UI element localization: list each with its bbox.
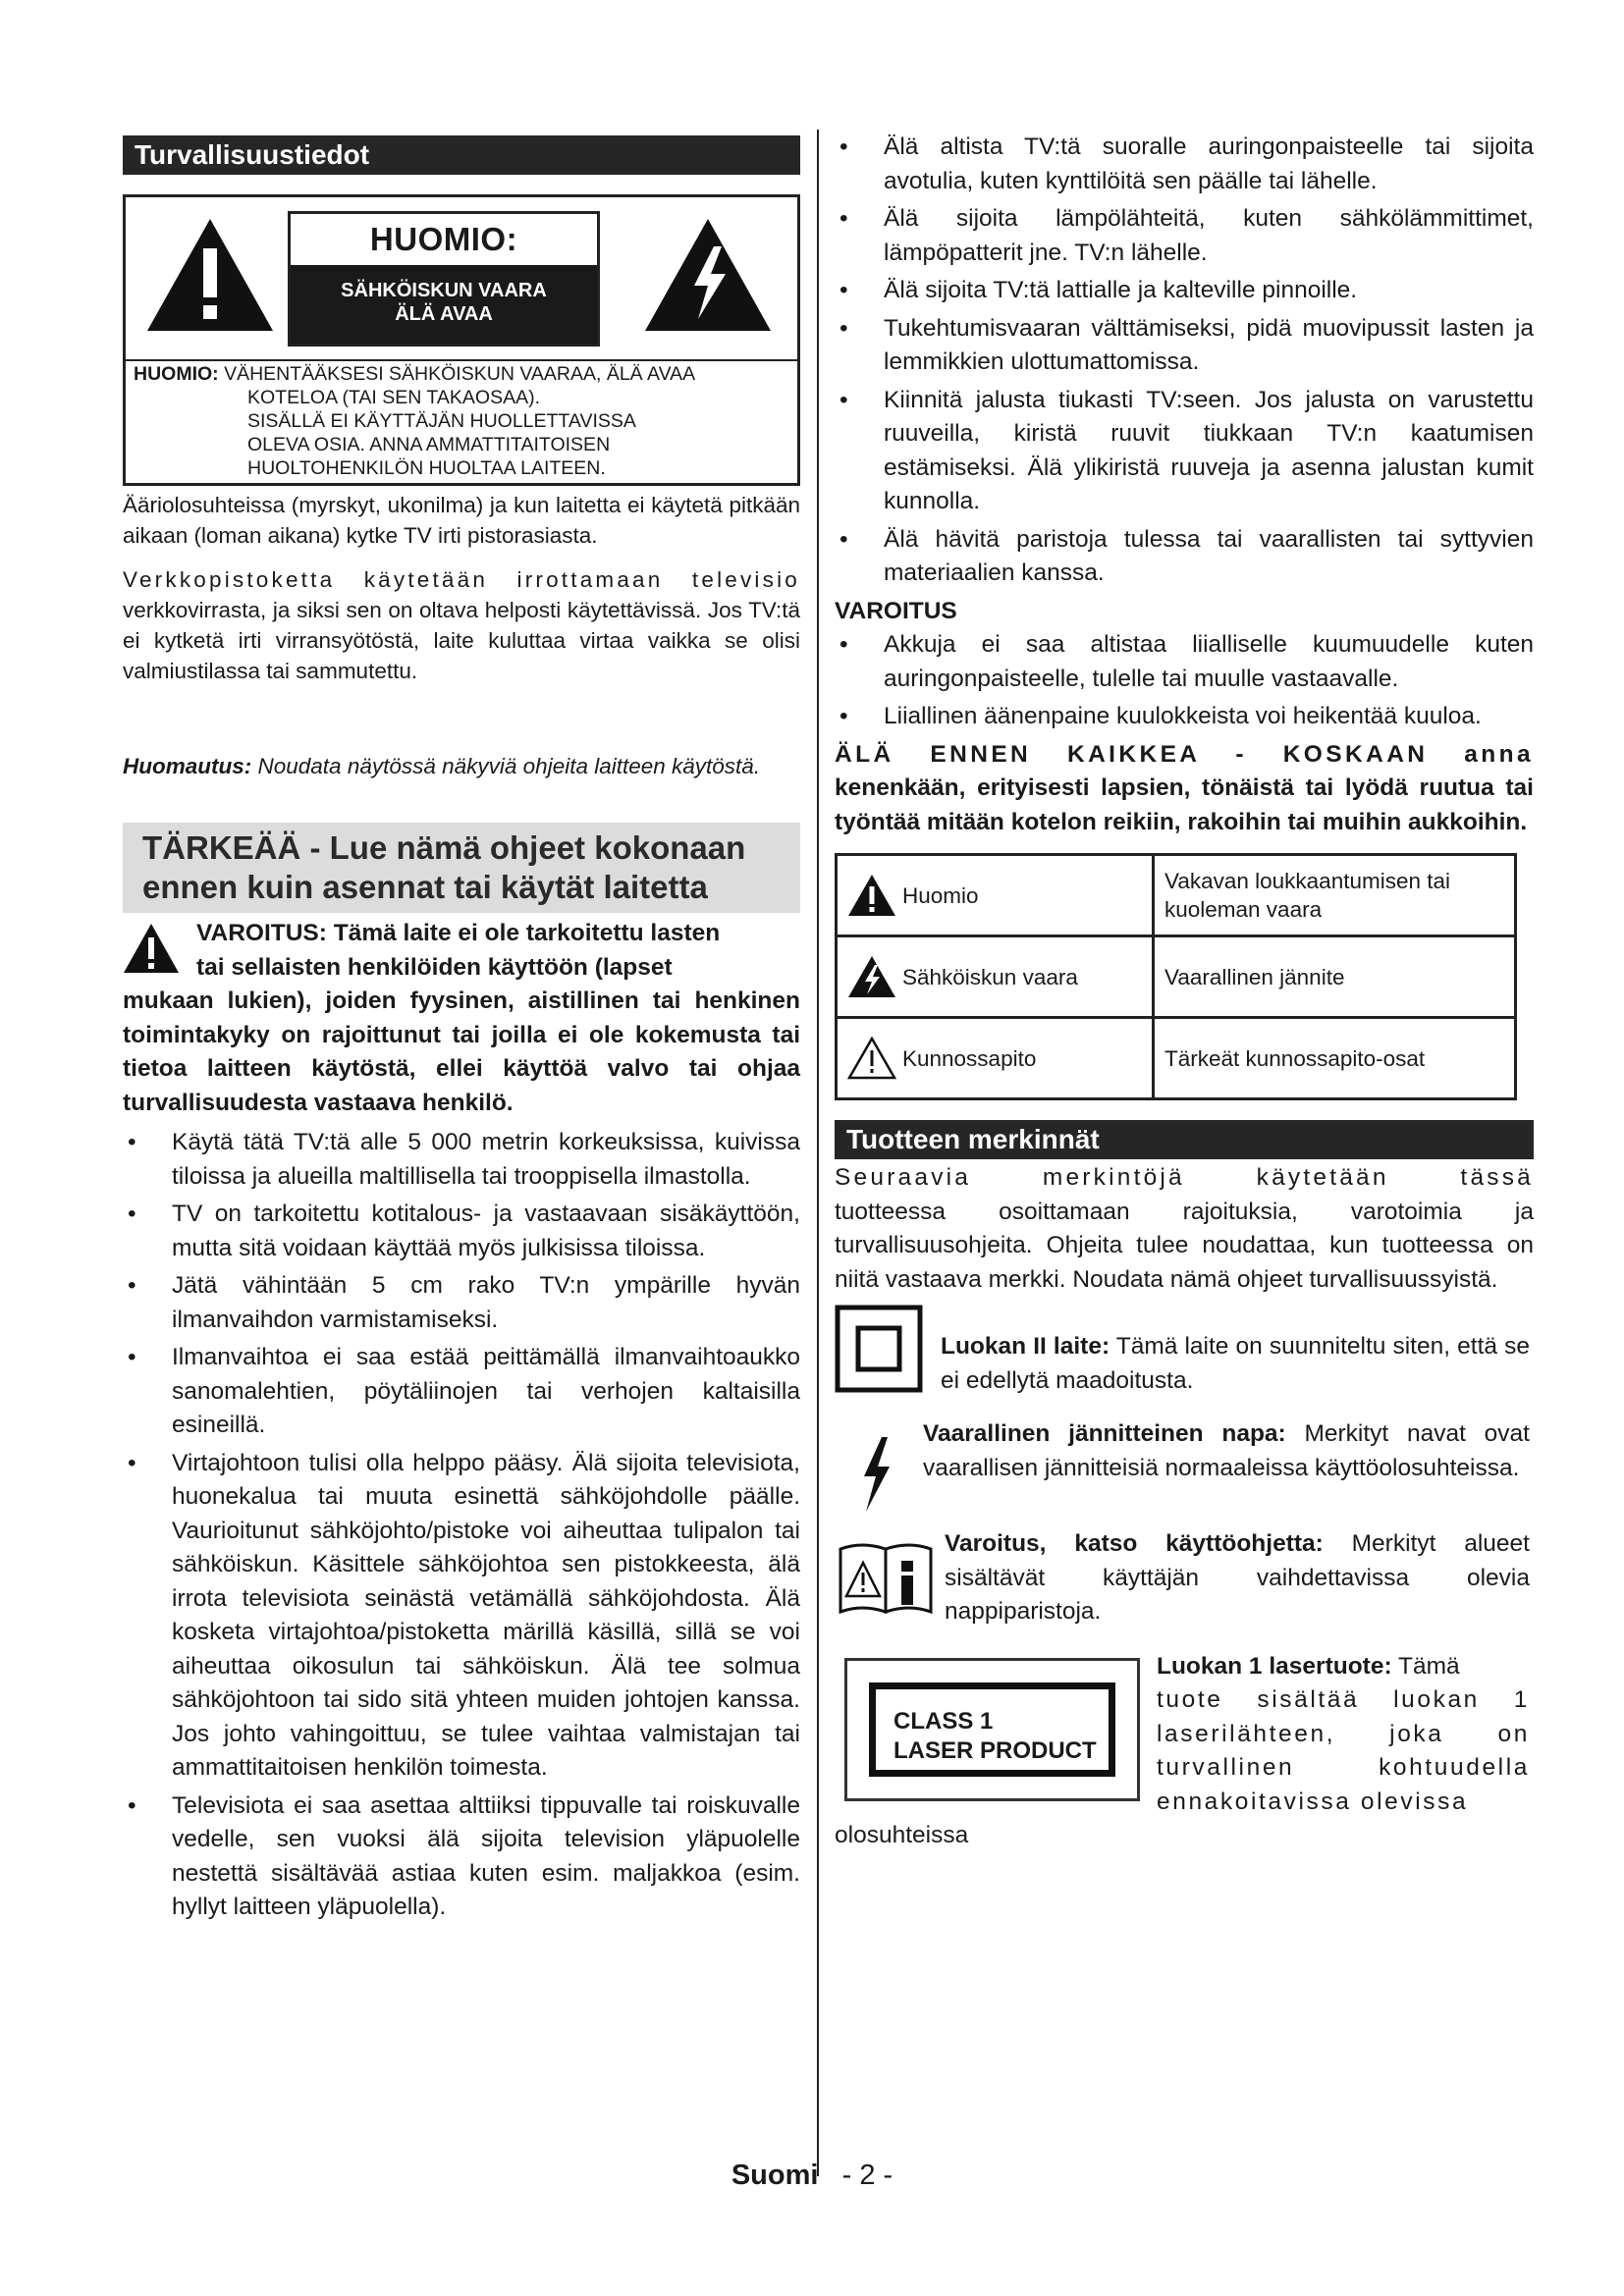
list-item: • Älä sijoita lämpölähteitä, kuten sähkölämmittimet, lämpöpatterit jne. TV:n lähelle. [835, 202, 1534, 270]
plug-paragraph-first-line: Verkkopistoketta käytetään irrottamaan televisio [123, 567, 800, 592]
never-paragraph-line1: ÄLÄ ENNEN KAIKKEA - KOSKAAN anna [835, 740, 1534, 768]
symbol-desc: Tärkeät kunnossapito-osat [1154, 1018, 1516, 1099]
huomio-subtitle [291, 265, 597, 344]
page-footer [0, 2160, 1624, 2192]
right-bullet-list-top [835, 131, 1534, 591]
list-item: • Älä hävitä paristoja tulessa tai vaarallisten tai syttyvien materiaalien kanssa. [835, 523, 1534, 591]
markings-intro-rest: tuotteessa osoittamaan rajoituksia, varotoimia ja turvallisuusohjeita. Ohjeita tulee noudattaa, kun tuotteessa on niitä vastaava merkki. Noudata nämä ohjeet turvallisuussyistä. [835, 1198, 1534, 1293]
table-row [837, 936, 1516, 1018]
electric-shock-icon [847, 955, 896, 998]
important-heading [123, 823, 800, 913]
symbol-label: Kunnossapito [902, 1045, 1037, 1071]
warning-line1: VAROITUS: Tämä laite ei ole tarkoitettu lasten [196, 920, 721, 946]
marking-laser [835, 1650, 1534, 1846]
right-bullet-list-warning [835, 628, 1534, 734]
laser-text-rest: tuote sisältää luokan 1 laserilähteen, joka on turvallinen kohtuudella ennakoitavissa olevissa [1157, 1686, 1530, 1815]
marking-class-ii [835, 1305, 1534, 1417]
list-item: • Kiinnitä jalusta tiukasti TV:seen. Jos jalusta on varustettu ruuveilla, kiristä ruuvit tiukkaan TV:n kaatumisen estämiseksi. Älä ylikiristä ruuveja ja asenna jalustan kumit kunnolla. [835, 384, 1534, 519]
note-label: Huomautus: [123, 754, 252, 778]
huomio-title: HUOMIO: [369, 221, 518, 257]
marking-text: Merkityt alueet sisältävät käyttäjän vaihdettavissa olevia nappiparistoja. [945, 1530, 1530, 1625]
laser-title: Luokan 1 lasertuote: [1157, 1653, 1392, 1680]
list-item: • Älä altista TV:tä suoralle auringonpaisteelle tai sijoita avotulia, kuten kynttilöitä sen päälle tai lähelle. [835, 131, 1534, 198]
warning-caption [134, 362, 791, 480]
symbol-cell [837, 936, 1154, 1018]
list-item: • Ilmanvaihtoa ei saa estää peittämällä ilmanvaihtoaukko sanomalehtien, pöytäliinojen tai verhojen kaltaisilla esineillä. [123, 1341, 800, 1443]
left-bullet-list [123, 1126, 800, 1925]
note-text: Noudata näytössä näkyviä ohjeita laitteen käytöstä. [251, 754, 761, 778]
class-ii-icon [835, 1305, 923, 1393]
warning-filled-icon [847, 874, 896, 917]
symbol-cell [837, 1018, 1154, 1099]
table-row [837, 855, 1516, 936]
laser-box-line1: CLASS 1 [893, 1708, 994, 1735]
manual-warning-icon [837, 1541, 935, 1616]
table-row [837, 1018, 1516, 1099]
never-paragraph-rest: kenenkään, erityisesti lapsien, tönäistä tai lyödä ruutua tai työntää mitään kotelon reikiin, rakoihin tai muihin aukkoihin. [835, 774, 1534, 835]
list-item: • Jätä vähintään 5 cm rako TV:n ympärille hyvän ilmanvaihdon varmistamiseksi. [123, 1269, 800, 1337]
note-paragraph [123, 751, 800, 781]
symbol-label: Sähköiskun vaara [902, 964, 1078, 989]
lightning-triangle-icon [643, 217, 773, 333]
lightning-icon [856, 1435, 895, 1514]
laser-text-line1: Tämä [1391, 1653, 1460, 1680]
symbol-label: Huomio [902, 882, 979, 908]
manual-text [945, 1527, 1530, 1629]
caption-line5: HUOLTOHENKILÖN HUOLTAA LAITEEN. [247, 457, 606, 479]
marking-title: Luokan II laite: [941, 1333, 1110, 1360]
symbol-cell [837, 855, 1154, 936]
warning-rest: mukaan lukien), joiden fyysinen, aistillinen tai henkinen toimintakyky on rajoittunut tai joilla ei ole kokemusta tai tietoa laitteen käytöstä, ellei käyttöä valvo tai ohjaa turvallisuudesta vastaava henkilö. [123, 988, 800, 1116]
list-item: • Akkuja ei saa altistaa liialliselle kuumuudelle kuten auringonpaisteelle, tulelle tai muulle vastaavalle. [835, 628, 1534, 696]
warning-paragraph [123, 917, 800, 1120]
laser-text [1157, 1650, 1530, 1684]
page-number: - 2 - [841, 2160, 893, 2191]
laser-text-tail: olosuhteissa [835, 1822, 969, 1848]
marking-text: Tämä laite on suunniteltu siten, että se ei edellytä maadoitusta. [941, 1333, 1530, 1394]
warning-outline-icon [847, 1037, 896, 1080]
class-ii-text [941, 1330, 1530, 1398]
marking-text: Merkityt navat ovat vaarallisen jännitteisiä normaaleissa käyttöolosuhteissa. [923, 1420, 1530, 1481]
important-heading-line2: ennen kuin asennat tai käytät laitetta [142, 869, 708, 905]
warning-triangle-icon [123, 923, 180, 974]
list-item: • Tukehtumisvaaran välttämiseksi, pidä muovipussit lasten ja lemmikkien ulottumattomissa. [835, 312, 1534, 380]
symbol-table [835, 853, 1517, 1100]
list-item: • TV on tarkoitettu kotitalous- ja vastaavaan sisäkäyttöön, mutta sitä voidaan käyttää myös julkisissa tiloissa. [123, 1198, 800, 1265]
plug-paragraph-rest: verkkovirrasta, ja siksi sen on oltava helposti käytettävissä. Jos TV:tä ei kytketä irti virransyötöstä, laite kuluttaa virtaa vaikka se olisi valmiustilassa tai sammutettu. [123, 598, 800, 683]
marking-title: Vaarallinen jännitteinen napa: [923, 1420, 1286, 1447]
list-item: • Käytä tätä TV:tä alle 5 000 metrin korkeuksissa, kuivissa tiloissa ja alueilla maltillisella tai trooppisella ilmastolla. [123, 1126, 800, 1194]
symbol-desc: Vaarallinen jännite [1154, 936, 1516, 1018]
right-column [835, 131, 1534, 1853]
caption-line2: KOTELOA (TAI SEN TAKAOSAA). [247, 387, 540, 408]
huomio-sub-line1: SÄHKÖISKUN VAARA [341, 280, 547, 301]
laser-box-line2: LASER PRODUCT [893, 1737, 1097, 1764]
list-item: • Liiallinen äänenpaine kuulokkeista voi heikentää kuuloa. [835, 700, 1534, 734]
caption-line4: OLEVA OSIA. ANNA AMMATTITAITOISEN [247, 434, 611, 455]
warning-box [123, 194, 800, 486]
list-item: • Televisiota ei saa asettaa alttiiksi tippuvalle tai roiskuvalle vedelle, sen vuoksi älä sijoita television yläpuolelle nestettä sisältävää astiaa kuten esim. maljakkoa (esim. hyllyt laitteen yläpuolella). [123, 1789, 800, 1925]
huomio-label-box [288, 211, 600, 347]
huomio-sub-line2: ÄLÄ AVAA [395, 303, 493, 325]
marking-hazardous-terminal [835, 1417, 1534, 1527]
column-divider [817, 130, 819, 2176]
caption-label: HUOMIO: [134, 363, 219, 385]
laser-label-box [844, 1658, 1140, 1801]
markings-intro-line1: Seuraavia merkintöjä käytetään tässä [835, 1164, 1534, 1191]
symbol-desc: Vakavan loukkaantumisen tai kuoleman vaara [1154, 855, 1516, 936]
marking-manual [835, 1527, 1534, 1650]
footer-language: Suomi [731, 2160, 819, 2191]
caption-line1: VÄHENTÄÄKSESI SÄHKÖISKUN VAARAA, ÄLÄ AVAA [218, 363, 696, 385]
marking-title: Varoitus, katso käyttöohjetta: [945, 1530, 1324, 1557]
warning-box-rule [126, 359, 797, 361]
hazardous-terminal-text [923, 1417, 1530, 1485]
list-item: • Virtajohtoon tulisi olla helppo pääsy. Älä sijoita televisiota, huonekalua tai muuta esinettä sähköjohdolle päälle. Vaurioitunut sähköjohto/pistoke voi aiheuttaa tulipalon tai sähköiskun. Käsittele sähköjohtoa sen pistokkeesta, älä irrota televisiota seinästä vetämällä sähköjohdosta. Älä kosketa virtajohtoa/pistoketta märillä käsillä, sillä se voi aiheuttaa oikosulun tai sähköiskun. Älä tee solmua sähköjohtoon tai sido sitä yhteen muiden johtojen kanssa. Jos johto vahingoittuu, se tulee vaihtaa valmistajan tai ammattitaitoisen henkilön toimesta. [123, 1447, 800, 1786]
list-item: • Älä sijoita TV:tä lattialle ja kalteville pinnoille. [835, 274, 1534, 308]
exclamation-triangle-icon [145, 217, 275, 333]
left-column [123, 135, 800, 1929]
caption-line3: SISÄLLÄ EI KÄYTTÄJÄN HUOLLETTAVISSA [247, 410, 636, 432]
varoitus-heading: VAROITUS [835, 597, 957, 624]
important-heading-line1: TÄRKEÄÄ - Lue nämä ohjeet kokonaan [142, 829, 746, 866]
section-title-safety: Turvallisuustiedot [123, 135, 800, 175]
warning-line2: tai sellaisten henkilöiden käyttöön (lapset [196, 953, 673, 981]
section-title-markings: Tuotteen merkinnät [835, 1120, 1534, 1159]
extreme-conditions-paragraph: Ääriolosuhteissa (myrskyt, ukonilma) ja kun laitetta ei käytetä pitkään aikaan (loman aikana) kytke TV irti pistorasiasta. [123, 493, 800, 548]
